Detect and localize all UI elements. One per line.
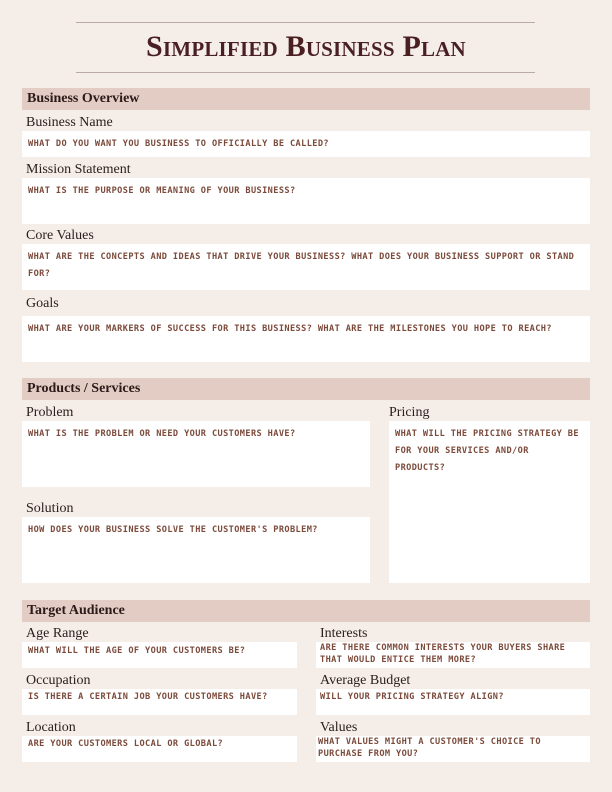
average-budget-field[interactable] <box>316 689 590 715</box>
interests-label: Interests <box>320 626 368 641</box>
interests-field[interactable] <box>316 642 590 668</box>
goals-field[interactable] <box>22 316 590 362</box>
goals-label: Goals <box>26 296 59 311</box>
bottom-rule <box>76 72 535 73</box>
section-header-target-audience <box>22 600 590 622</box>
occupation-field[interactable] <box>22 689 297 715</box>
location-field[interactable] <box>22 736 297 762</box>
core-values-hint: WHAT ARE THE CONCEPTS AND IDEAS THAT DRIVE YOUR BUSINESS? WHAT DOES YOUR BUSINESS SUPPORT OR STAND FOR? <box>28 252 575 279</box>
interests-hint: ARE THERE COMMON INTERESTS YOUR BUYERS SHARE THAT WOULD ENTICE THEM MORE? <box>320 643 566 665</box>
values-field[interactable] <box>316 736 590 762</box>
age-range-label: Age Range <box>26 626 89 641</box>
location-label: Location <box>26 720 76 735</box>
problem-hint: WHAT IS THE PROBLEM OR NEED YOUR CUSTOMERS HAVE? <box>28 429 296 439</box>
average-budget-hint: WILL YOUR PRICING STRATEGY ALIGN? <box>320 692 504 702</box>
mission-statement-label: Mission Statement <box>26 162 131 177</box>
solution-hint: HOW DOES YOUR BUSINESS SOLVE THE CUSTOMER'S PROBLEM? <box>28 525 318 535</box>
core-values-field[interactable] <box>22 244 590 290</box>
location-hint: ARE YOUR CUSTOMERS LOCAL OR GLOBAL? <box>28 739 224 749</box>
values-hint: WHAT VALUES MIGHT A CUSTOMER'S CHOICE TO PURCHASE FROM YOU? <box>318 737 541 759</box>
problem-field[interactable] <box>22 421 370 487</box>
mission-statement-hint: WHAT IS THE PURPOSE OR MEANING OF YOUR BUSINESS? <box>28 186 296 196</box>
top-rule <box>76 22 535 23</box>
occupation-label: Occupation <box>26 673 91 688</box>
age-range-hint: WHAT WILL THE AGE OF YOUR CUSTOMERS BE? <box>28 646 246 656</box>
section-header-business-overview <box>22 88 590 110</box>
section-heading: Products / Services <box>27 381 141 396</box>
problem-label: Problem <box>26 405 74 420</box>
page-title: Simplified Business Plan <box>146 30 466 63</box>
goals-hint: WHAT ARE YOUR MARKERS OF SUCCESS FOR THIS BUSINESS? WHAT ARE THE MILESTONES YOU HOPE TO REACH? <box>28 324 552 334</box>
occupation-hint: IS THERE A CERTAIN JOB YOUR CUSTOMERS HAVE? <box>28 692 268 702</box>
solution-field[interactable] <box>22 517 370 583</box>
section-header-products-services <box>22 378 590 400</box>
solution-label: Solution <box>26 501 74 516</box>
values-label: Values <box>320 720 358 735</box>
business-name-label: Business Name <box>26 115 113 130</box>
pricing-field[interactable] <box>389 421 590 583</box>
pricing-label: Pricing <box>389 405 430 420</box>
core-values-label: Core Values <box>26 228 94 243</box>
section-heading: Business Overview <box>27 91 140 106</box>
average-budget-label: Average Budget <box>320 673 411 688</box>
section-heading: Target Audience <box>27 603 125 618</box>
pricing-hint: WHAT WILL THE PRICING STRATEGY BE FOR YOUR SERVICES AND/OR PRODUCTS? <box>395 429 579 473</box>
business-name-field[interactable] <box>22 131 590 157</box>
mission-statement-field[interactable] <box>22 178 590 224</box>
age-range-field[interactable] <box>22 642 297 668</box>
business-name-hint: WHAT DO YOU WANT YOU BUSINESS TO OFFICIALLY BE CALLED? <box>28 139 329 149</box>
